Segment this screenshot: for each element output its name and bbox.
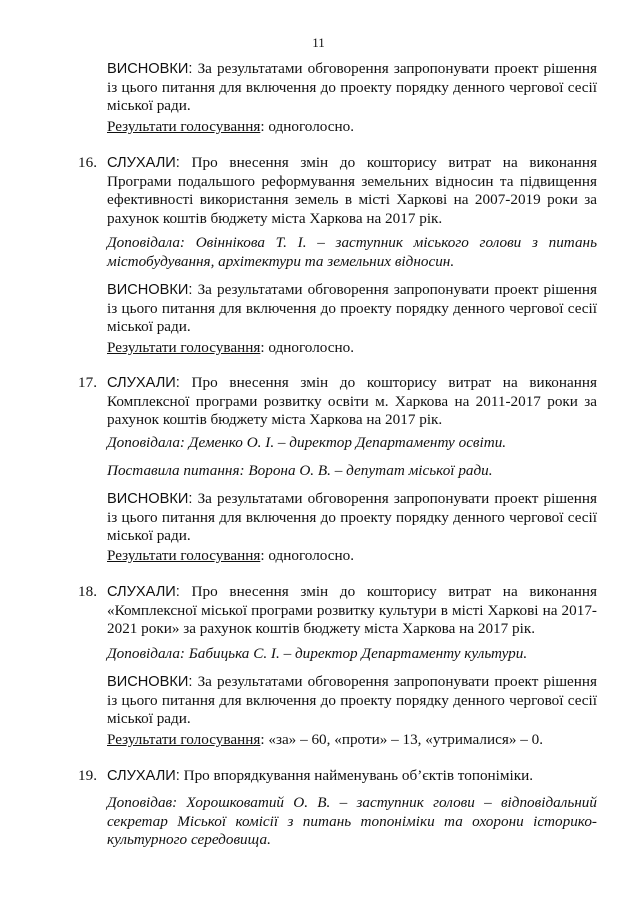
heard-paragraph	[107, 583, 597, 639]
speaker-line: Доповідала: Овіннікова Т. І. – заступник міського голови з питань містобудування, архітектури та земельних відносин.	[107, 234, 597, 270]
heard-label: СЛУХАЛИ:	[107, 584, 180, 600]
item-number: 17.	[78, 374, 97, 391]
heard-label: СЛУХАЛИ:	[107, 768, 180, 784]
voting-value: : одноголосно.	[260, 118, 355, 135]
speaker-line: Доповідала: Деменко О. І. – директор Департаменту освіти.	[107, 434, 507, 451]
voting-result	[107, 731, 597, 750]
conclusion-label: ВИСНОВКИ:	[107, 674, 193, 690]
conclusion-paragraph	[107, 281, 597, 337]
voting-label: Результати голосування	[107, 118, 261, 135]
conclusion-label: ВИСНОВКИ:	[107, 282, 193, 298]
voting-label: Результати голосування	[107, 731, 261, 748]
voting-label: Результати голосування	[107, 339, 261, 356]
page-number: 11	[312, 35, 325, 50]
heard-label: СЛУХАЛИ:	[107, 375, 180, 391]
voting-label: Результати голосування	[107, 547, 261, 564]
item-number: 16.	[78, 154, 97, 171]
voting-result	[107, 118, 597, 137]
question-by-line: Поставила питання: Ворона О. В. – депутат міської ради.	[107, 462, 493, 479]
voting-value: : одноголосно.	[260, 339, 355, 356]
conclusion-paragraph	[107, 673, 597, 729]
heard-text: Про внесення змін до кошторису витрат на виконання Програми подальшого реформування земельних відносин та підвищення ефективності використання земель в місті Харкові на 2007-2019 роки за рахунок коштів бюджету міста Харкова на 2017 рік.	[107, 154, 597, 227]
speaker-line: Доповідав: Хорошковатий О. В. – заступник голови – відповідальний секретар Міської комісії з питань топоніміки та охорони історико-культурного середовища.	[107, 794, 597, 849]
heard-text: Про внесення змін до кошторису витрат на виконання «Комплексної міської програми розвитку культури в місті Харкові на 2017-2021 роки» за рахунок коштів бюджету міста Харкова на 2017 рік.	[107, 583, 597, 638]
conclusion-label: ВИСНОВКИ:	[107, 491, 193, 507]
voting-value: : одноголосно.	[260, 547, 355, 564]
conclusion-text: За результатами обговорення запропонувати проект рішення із цього питання для включення до проекту порядку денного чергової сесії міської ради.	[107, 60, 597, 115]
conclusion-text: За результатами обговорення запропонувати проект рішення із цього питання для включення до проекту порядку денного чергової сесії міської ради.	[107, 490, 597, 545]
item-number: 18.	[78, 583, 97, 600]
heard-text: Про впорядкування найменувань об’єктів топоніміки.	[183, 767, 534, 784]
conclusion-label: ВИСНОВКИ:	[107, 61, 193, 77]
heard-text: Про внесення змін до кошторису витрат на виконання Комплексної програми розвитку освіти м. Харкова на 2011-2017 роки за рахунок коштів бюджету міста Харкова на 2017 рік.	[107, 374, 597, 429]
voting-value: : «за» – 60, «проти» – 13, «утрималися» – 0.	[260, 731, 543, 748]
voting-result	[107, 547, 597, 566]
item-number: 19.	[78, 767, 97, 784]
heard-paragraph	[107, 154, 597, 228]
voting-result	[107, 339, 597, 358]
speaker-line: Доповідала: Бабицька С. І. – директор Департаменту культури.	[107, 645, 528, 662]
conclusion-text: За результатами обговорення запропонувати проект рішення із цього питання для включення до проекту порядку денного чергової сесії міської ради.	[107, 281, 597, 336]
heard-label: СЛУХАЛИ:	[107, 155, 180, 171]
conclusion-paragraph	[107, 60, 597, 116]
heard-paragraph	[107, 767, 597, 786]
conclusion-text: За результатами обговорення запропонувати проект рішення із цього питання для включення до проекту порядку денного чергової сесії міської ради.	[107, 673, 597, 728]
heard-paragraph	[107, 374, 597, 430]
conclusion-paragraph	[107, 490, 597, 546]
